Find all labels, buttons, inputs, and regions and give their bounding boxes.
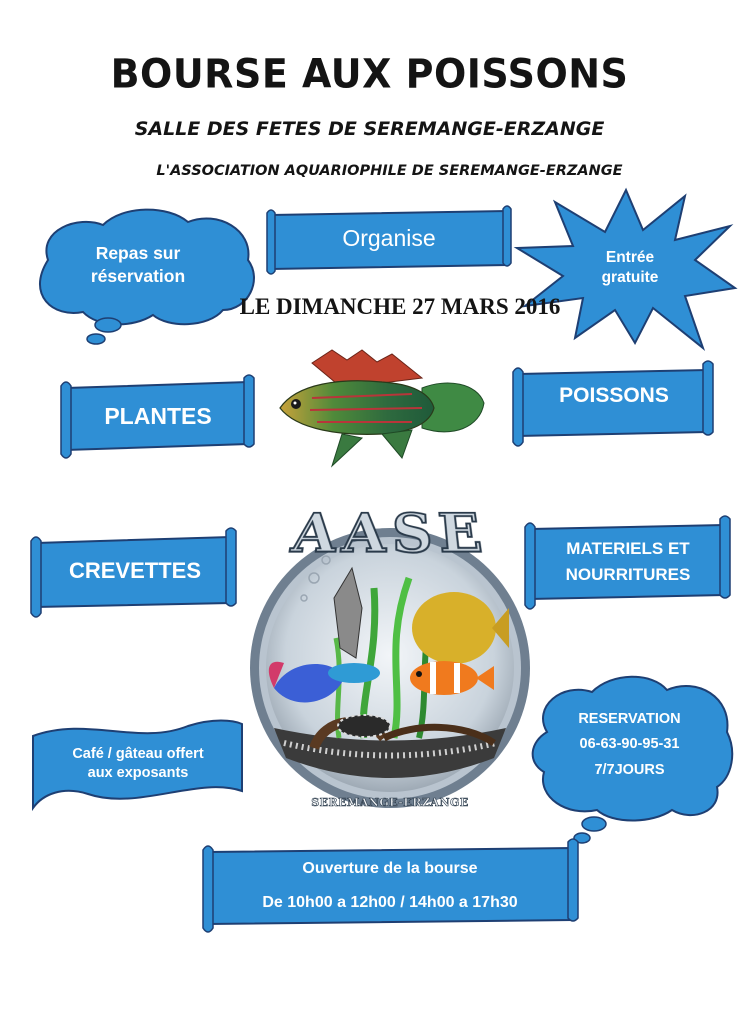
logo-acronym: AASE (287, 503, 493, 567)
coffee-line1: Café / gâteau offert (72, 746, 204, 763)
reservation-phone: 06-63-90-95-31 (579, 736, 680, 753)
reservation-cloud (522, 672, 737, 847)
fish-icon (272, 348, 487, 480)
meal-cloud-line2: réservation (90, 266, 186, 286)
reservation-days: 7/7JOURS (594, 761, 665, 778)
shrimp-banner (28, 527, 238, 623)
hours-line1: Ouverture de la bourse (302, 860, 478, 878)
event-date: LE DIMANCHE 27 MARS 2016 (239, 294, 561, 319)
organise-label: Organise (342, 225, 436, 252)
association-text: L'ASSOCIATION AQUARIOPHILE DE SEREMANGE-ERZANGE (156, 163, 623, 179)
hours-banner (200, 838, 580, 938)
fish-label: POISSONS (559, 384, 669, 408)
organise-banner (263, 203, 515, 278)
materials-line2: NOURRITURES (565, 565, 691, 584)
entry-star (515, 188, 737, 353)
event-title: BOURSE AUX POISSONS (110, 50, 629, 98)
hours-line2: De 10h00 a 12h00 / 14h00 a 17h30 (262, 894, 518, 911)
aase-logo (244, 498, 536, 828)
reservation-line1: RESERVATION (578, 710, 681, 727)
entry-star-line2: gratuite (601, 269, 659, 286)
venue-text: SALLE DES FETES DE SEREMANGE-ERZANGE (134, 118, 605, 140)
plants-banner (58, 372, 256, 464)
materials-banner (522, 515, 732, 615)
materials-line1: MATERIELS ET (566, 538, 690, 558)
apistogramma-fish-illustration (272, 348, 487, 480)
meal-cloud-line1: Repas sur (95, 243, 181, 264)
meal-cloud (18, 200, 258, 350)
shrimp-label: CREVETTES (68, 557, 202, 583)
coffee-line2: aux exposants (87, 765, 189, 781)
plants-label: PLANTES (104, 403, 212, 430)
fish-banner (510, 360, 715, 452)
logo-town: SEREMANGE-ERZANGE (311, 796, 469, 809)
entry-star-line1: Entrée (605, 248, 655, 266)
coffee-flag (28, 716, 246, 811)
